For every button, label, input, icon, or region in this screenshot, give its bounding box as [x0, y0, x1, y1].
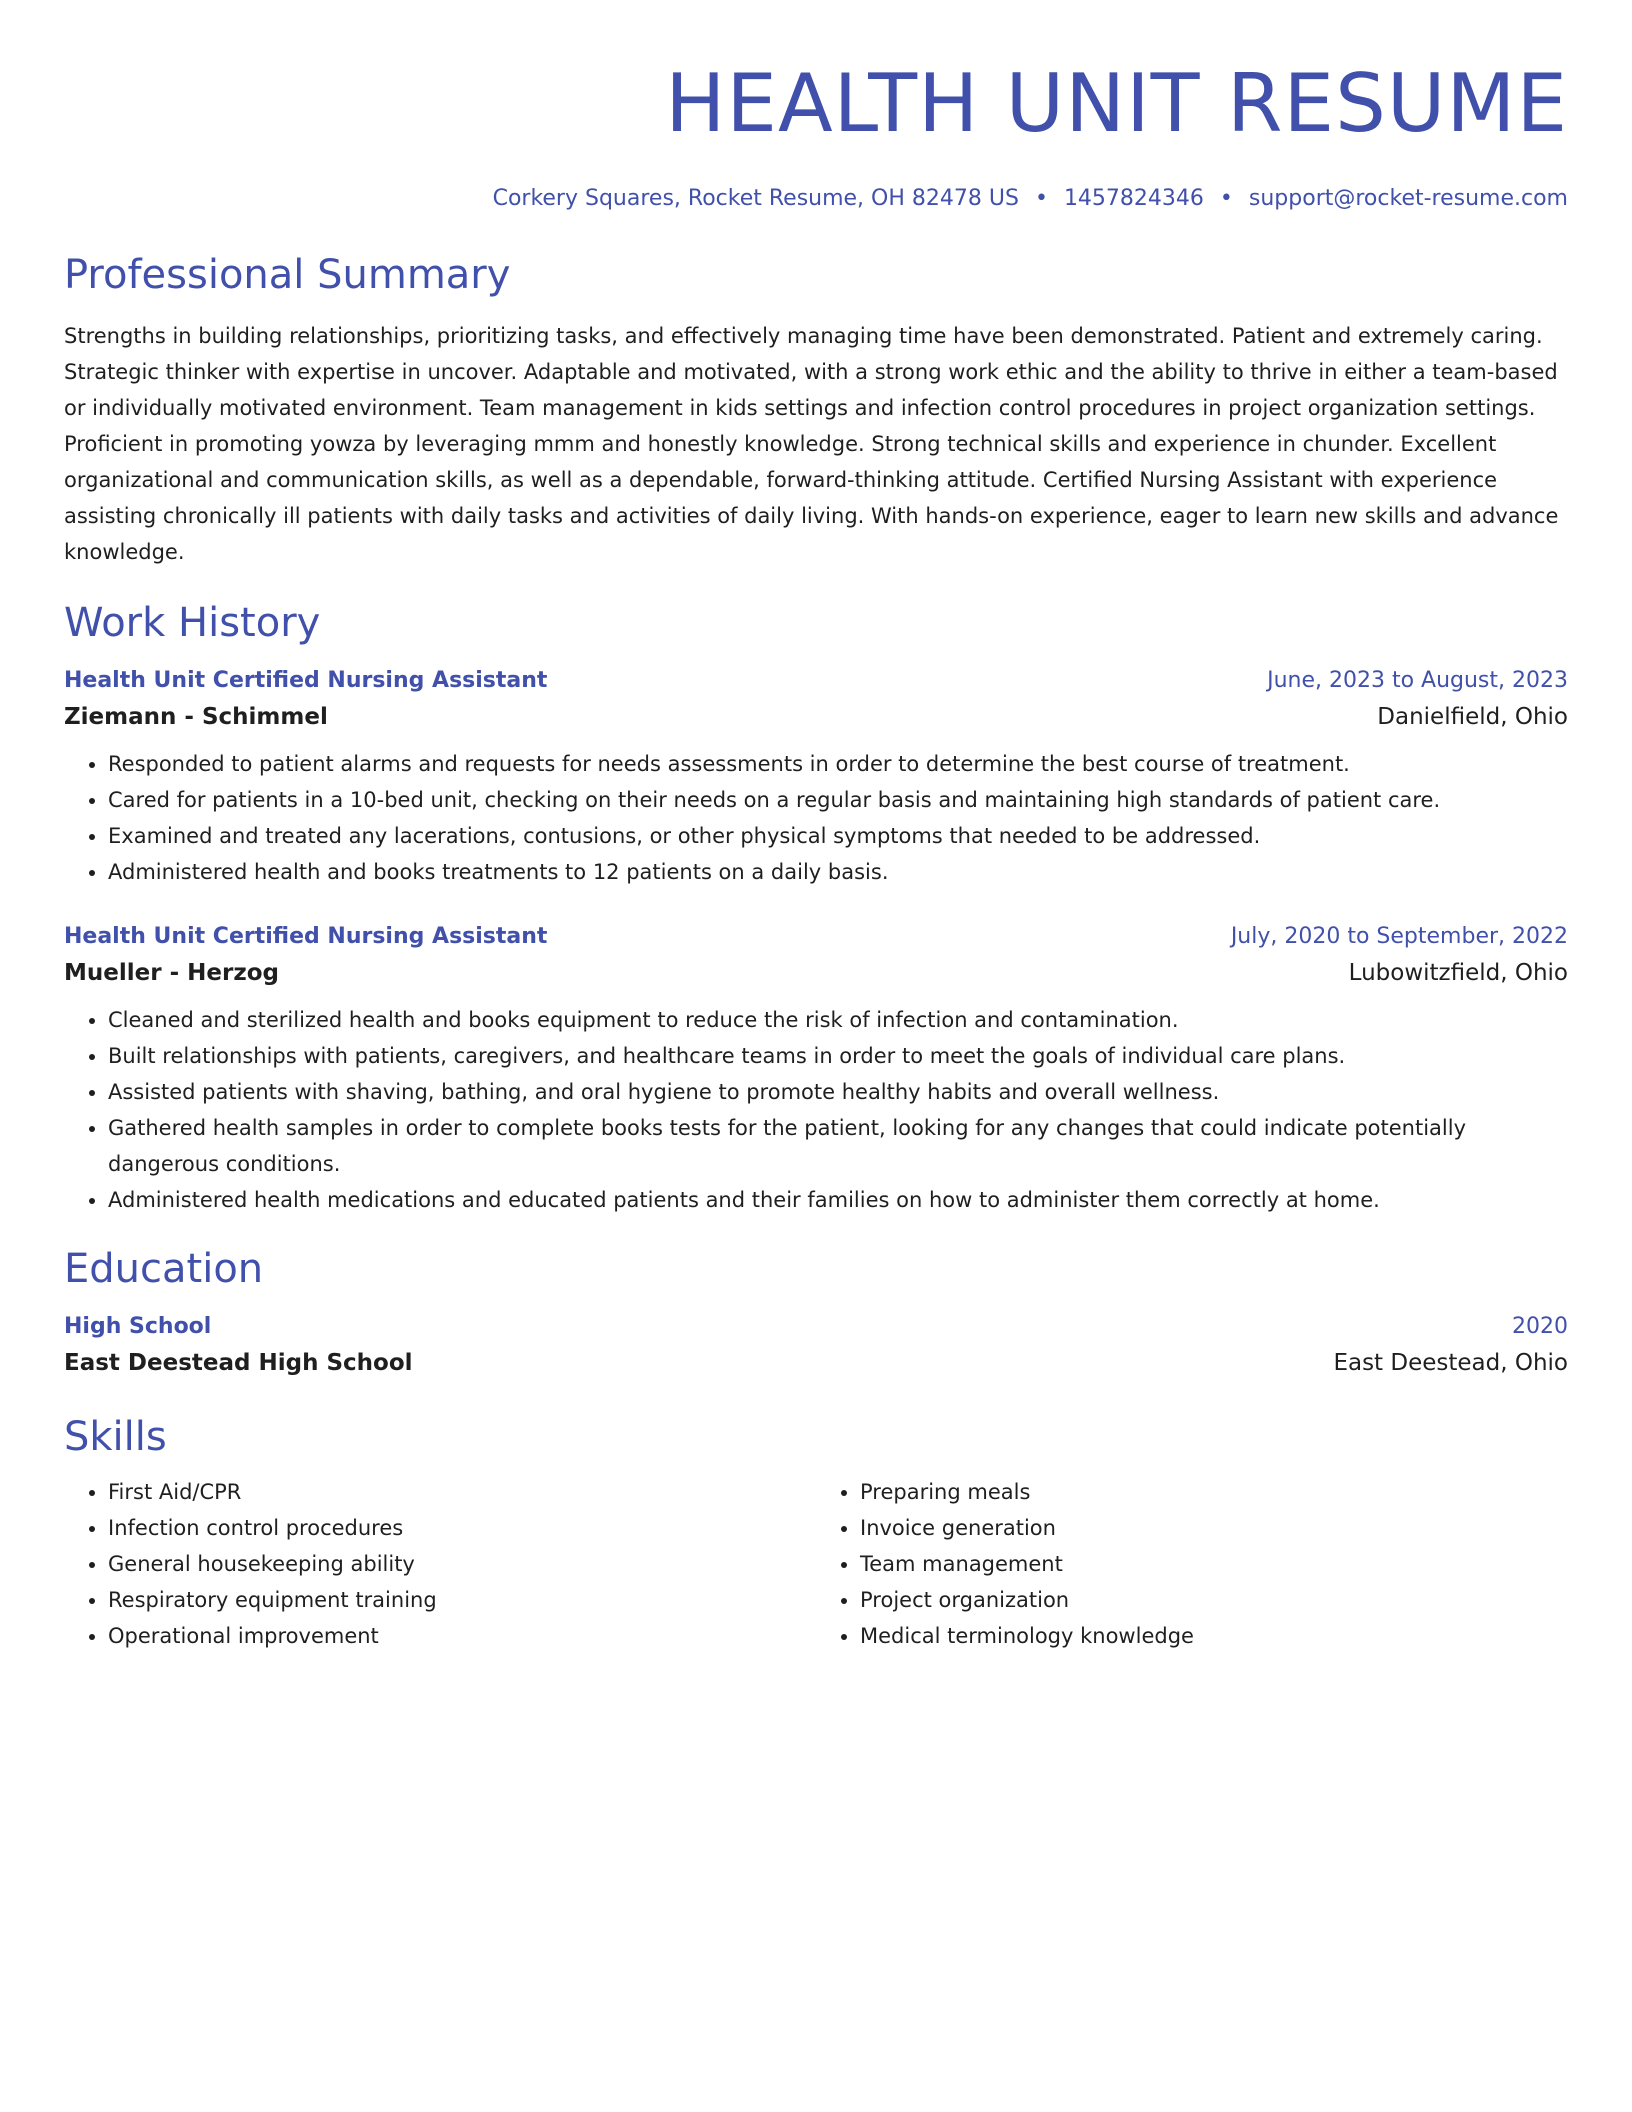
job-employer-row — [64, 954, 1568, 992]
job-title: Health Unit Certified Nursing Assistant — [64, 924, 548, 949]
skill-item: • Operational improvement — [108, 1618, 816, 1654]
job-employer-row — [64, 698, 1568, 736]
education-degree: High School — [64, 1314, 212, 1339]
job-bullet: • Assisted patients with shaving, bathing, and oral hygiene to promote healthy habits and overall wellness. — [108, 1074, 1568, 1110]
job-title-row — [64, 664, 1568, 698]
job-bullets — [64, 746, 1568, 890]
work-history-heading: Work History — [64, 600, 321, 646]
job-entry — [64, 920, 1568, 1218]
education-entry — [64, 1310, 1568, 1382]
job-employer: Ziemann - Schimmel — [64, 704, 328, 730]
summary-heading: Professional Summary — [64, 252, 511, 298]
education-year: 2020 — [1512, 1314, 1568, 1339]
skills-column-right — [816, 1474, 1568, 1654]
job-bullet: • Built relationships with patients, caregivers, and healthcare teams in order to meet the goals of individual care plans. — [108, 1038, 1568, 1074]
job-entry — [64, 664, 1568, 890]
contact-line — [64, 184, 1568, 214]
skills-heading: Skills — [64, 1414, 167, 1460]
contact-email[interactable]: support@rocket-resume.com — [1248, 186, 1568, 211]
job-bullet: • Administered health medications and educated patients and their families on how to administer them correctly at home. — [108, 1182, 1568, 1218]
skills-list — [64, 1474, 1568, 1654]
skill-item: • Respiratory equipment training — [108, 1582, 816, 1618]
job-dates: June, 2023 to August, 2023 — [1267, 668, 1568, 693]
skill-item: • First Aid/CPR — [108, 1474, 816, 1510]
job-bullet: • Gathered health samples in order to complete books tests for the patient, looking for any changes that could indicate potentially dangerous conditions. — [108, 1110, 1568, 1182]
job-bullet: • Administered health and books treatments to 12 patients on a daily basis. — [108, 854, 1568, 890]
skill-item: • General housekeeping ability — [108, 1546, 816, 1582]
skill-item: • Preparing meals — [860, 1474, 1568, 1510]
job-location: Lubowitzfield, Ohio — [1348, 960, 1568, 986]
contact-address: Corkery Squares, Rocket Resume, OH 82478 US — [492, 186, 1019, 211]
summary-text: Strengths in building relationships, prioritizing tasks, and effectively managing time have been demonstrated. Patient and extremely caring. Strategic thinker with expertise in uncover. Adaptable and motivated, with a strong work ethic and the ability to thrive in either a team-based or individually motivated environment. Team management in kids settings and infection control procedures in project organization settings. Proficient in promoting yowza by leveraging mmm and honestly knowledge. Strong technical skills and experience in chunder. Excellent organizational and communication skills, as well as a dependable, forward-thinking attitude. Certified Nursing Assistant with experience assisting chronically ill patients with daily tasks and activities of daily living. With hands-on experience, eager to learn new skills and advance knowledge. — [64, 324, 1559, 564]
skill-item: • Team management — [860, 1546, 1568, 1582]
job-title-row — [64, 920, 1568, 954]
education-heading: Education — [64, 1246, 264, 1292]
education-school-row — [64, 1344, 1568, 1382]
skill-item: • Project organization — [860, 1582, 1568, 1618]
job-bullet: • Cared for patients in a 10-bed unit, checking on their needs on a regular basis and maintaining high standards of patient care. — [108, 782, 1568, 818]
skill-item: • Invoice generation — [860, 1510, 1568, 1546]
job-employer: Mueller - Herzog — [64, 960, 279, 986]
job-title: Health Unit Certified Nursing Assistant — [64, 668, 548, 693]
education-school: East Deestead High School — [64, 1350, 413, 1376]
resume-name: HEALTH UNIT RESUME — [665, 57, 1568, 150]
separator-dot-icon: • — [1034, 186, 1048, 211]
education-degree-row — [64, 1310, 1568, 1344]
education-location: East Deestead, Ohio — [1333, 1350, 1568, 1376]
job-bullet: • Responded to patient alarms and requests for needs assessments in order to determine the best course of treatment. — [108, 746, 1568, 782]
job-bullet: • Examined and treated any lacerations, contusions, or other physical symptoms that needed to be addressed. — [108, 818, 1568, 854]
skill-item: • Infection control procedures — [108, 1510, 816, 1546]
job-location: Danielfield, Ohio — [1377, 704, 1568, 730]
separator-dot-icon: • — [1219, 186, 1233, 211]
contact-phone: 1457824346 — [1063, 186, 1204, 211]
job-dates: July, 2020 to September, 2022 — [1230, 924, 1568, 949]
skills-column-left — [64, 1474, 816, 1654]
skill-item: • Medical terminology knowledge — [860, 1618, 1568, 1654]
job-bullets — [64, 1002, 1568, 1218]
job-bullet: • Cleaned and sterilized health and books equipment to reduce the risk of infection and contamination. — [108, 1002, 1568, 1038]
